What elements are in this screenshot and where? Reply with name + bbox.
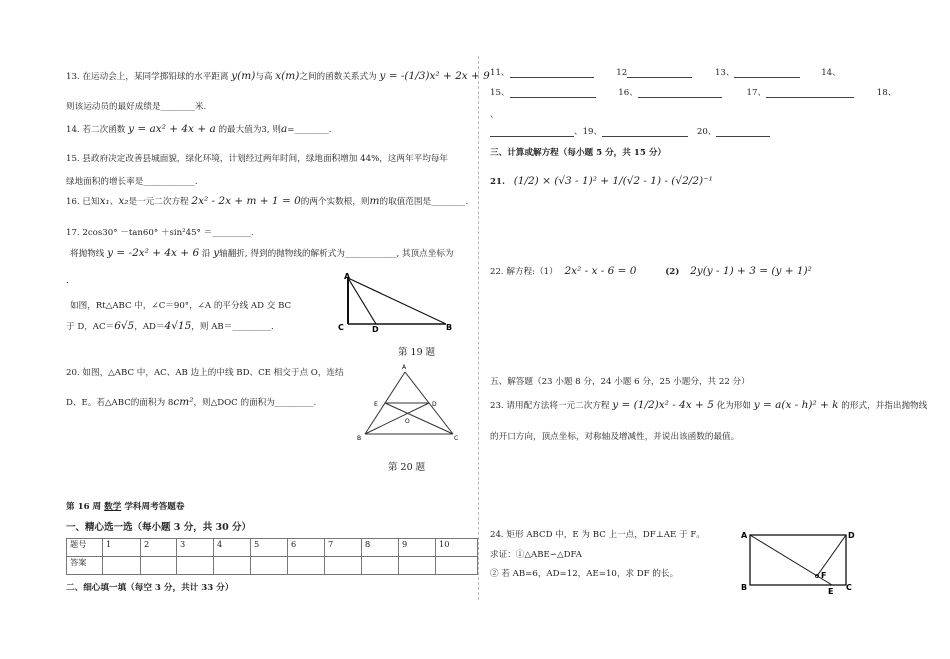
q16-mid: 是一元二次方程 xyxy=(128,197,189,207)
q13-y-var: y(m) xyxy=(231,70,256,82)
q20-line2b: ，则△DOC 的面积为_________. xyxy=(193,398,317,408)
answer-cell[interactable] xyxy=(436,557,478,575)
q16-sep: 、 xyxy=(109,197,119,207)
question-24-line2: 求证：①△ABE∽△DFA xyxy=(490,550,582,560)
answer-sheet-section-2: 二、细心填一填（每空 3 分，共计 33 分） xyxy=(66,583,234,593)
question-21 xyxy=(490,175,713,187)
label-o: O xyxy=(405,418,410,425)
fill-label-16: 16、 xyxy=(618,88,638,98)
q13-mid: 与高 xyxy=(255,72,273,82)
q18-pre: 将抛物线 xyxy=(70,249,105,259)
figure-20 xyxy=(355,362,465,442)
blank-11[interactable] xyxy=(510,68,594,78)
fill-label-11: 11、 xyxy=(490,68,510,78)
label-c: C xyxy=(454,435,459,442)
question-19-line1: 如图，Rt△ABC 中，∠C＝90°，∠A 的平分线 AD 交 BC xyxy=(70,301,292,311)
label-d: D xyxy=(848,531,855,540)
figure-19 xyxy=(336,272,466,332)
number-cell: 6 xyxy=(288,539,325,557)
answer-sheet-title-pre: 第 16 周 xyxy=(66,502,105,512)
label-d: D xyxy=(432,401,437,408)
fill-label-20: 20、 xyxy=(696,127,717,137)
number-cell: 5 xyxy=(251,539,288,557)
q22-pre: 22. 解方程:（1） xyxy=(490,267,558,277)
answer-cell[interactable] xyxy=(325,557,362,575)
q23-formula-2: y = a(x - h)² + k xyxy=(753,399,839,411)
blank-18[interactable] xyxy=(490,127,574,137)
question-20-line1: 20. 如图，△ABC 中，AC、AB 边上的中线 BD、CE 相交于点 O，连结 xyxy=(66,368,344,378)
q19-ad: 4√15 xyxy=(164,320,192,332)
q14-var: a xyxy=(280,123,288,135)
q22-part2: (2) xyxy=(665,267,680,277)
q14-post2: =________. xyxy=(287,125,332,135)
q21-number: 21. xyxy=(490,177,505,187)
fill-label-15: 15、 xyxy=(490,88,510,98)
answer-table-row-answers xyxy=(67,557,478,575)
question-16 xyxy=(66,195,468,207)
q18-mid: 沿 xyxy=(201,249,211,259)
q16-tail: 的取值范围是________. xyxy=(379,197,469,207)
segment-df xyxy=(817,535,846,576)
answer-cell[interactable] xyxy=(103,557,141,575)
question-14 xyxy=(66,123,332,135)
q18-formula: y = -2x² + 4x + 6 xyxy=(107,247,200,259)
fill-label-12: 12 xyxy=(616,68,628,78)
label-f: F xyxy=(821,571,827,580)
fill-row-3-pre: 、 xyxy=(490,110,499,120)
figure-24 xyxy=(740,528,870,598)
blank-12[interactable] xyxy=(627,68,692,78)
q13-formula: y = -(1/3)x² + 2x + 9 xyxy=(379,70,490,82)
label-e: E xyxy=(828,587,834,596)
number-cell: 2 xyxy=(141,539,177,557)
question-22 xyxy=(490,265,812,277)
q16-formula: 2x² - 2x + m + 1 = 0 xyxy=(191,195,301,207)
question-18 xyxy=(70,247,454,259)
q21-formula: (1/2) × (√3 - 1)² + 1/(√2 - 1) - (√2/2)⁻¹ xyxy=(513,175,713,187)
number-cell: 9 xyxy=(399,539,436,557)
q19-ac: 6√5 xyxy=(114,320,135,332)
q22-eq1: 2x² - x - 6 = 0 xyxy=(564,265,637,277)
answer-cell[interactable] xyxy=(141,557,177,575)
blank-20[interactable] xyxy=(716,127,770,137)
q19-line2b: ，AD＝ xyxy=(134,322,165,332)
question-18-line2: . xyxy=(66,276,69,286)
label-c: C xyxy=(846,583,852,592)
label-b: B xyxy=(446,323,453,332)
question-15-line1: 15. 县政府决定改善县城面貌，绿化环境，计划经过两年时间，绿地面积增加 44%，这两年平均每年 xyxy=(66,154,448,164)
label-a: A xyxy=(344,272,351,281)
q16-x2: x₂ xyxy=(118,195,129,207)
q16-pre: 16. 已知 xyxy=(66,197,100,207)
answer-sheet-section-1: 一、精心选一选（每小题 3 分，共 30 分） xyxy=(66,522,252,533)
fill-label-13: 13、 xyxy=(714,68,735,78)
question-13-line2: 则该运动员的最好成绩是________米. xyxy=(66,102,207,112)
q13-x-var: x(m) xyxy=(275,70,300,82)
q20-unit: cm² xyxy=(173,396,194,408)
answer-sheet-title-post: 学科周考答题卷 xyxy=(121,502,185,512)
row-header-number: 题号 xyxy=(67,539,103,557)
section-5-heading: 五、解答题（23 小题 8 分，24 小题 6 分，25 小题分，共 22 分） xyxy=(490,377,750,387)
blank-19[interactable] xyxy=(602,127,688,137)
number-cell: 1 xyxy=(103,539,141,557)
q16-x1: x₁ xyxy=(99,195,110,207)
q18-var: y xyxy=(213,247,220,259)
q23-formula-1: y = (1/2)x² - 4x + 5 xyxy=(612,399,714,411)
q23-pre: 23. 请用配方法将一元二次方程 xyxy=(490,401,610,411)
blank-17[interactable] xyxy=(766,88,854,98)
answer-cell[interactable] xyxy=(214,557,251,575)
rectangle-abcd xyxy=(750,535,846,585)
question-19-line2 xyxy=(66,320,274,332)
column-divider xyxy=(478,56,479,600)
question-23 xyxy=(490,399,927,411)
q23-mid: 化为形如 xyxy=(716,401,751,411)
answer-cell[interactable] xyxy=(251,557,288,575)
segment-ae xyxy=(750,535,832,585)
fill-row-2 xyxy=(490,86,896,98)
q14-pre: 14. 若二次函数 xyxy=(66,125,126,135)
question-24-line1: 24. 矩形 ABCD 中，E 为 BC 上一点，DF⊥AE 于 F。 xyxy=(490,530,705,540)
fill-label-18: 18、 xyxy=(876,88,897,98)
label-b: B xyxy=(741,583,748,592)
number-cell: 10 xyxy=(436,539,478,557)
label-e: E xyxy=(374,401,378,408)
q16-var: m xyxy=(369,195,380,207)
fill-label-17: 17、 xyxy=(746,88,767,98)
label-a: A xyxy=(741,531,748,540)
q19-line2c: ，则 AB＝_________. xyxy=(191,322,274,332)
answer-cell[interactable] xyxy=(177,557,214,575)
question-20-line2 xyxy=(66,396,316,408)
answer-table xyxy=(66,538,478,575)
fill-row-1 xyxy=(490,66,841,78)
label-c: C xyxy=(338,323,344,332)
number-cell: 7 xyxy=(325,539,362,557)
label-a: A xyxy=(402,364,407,371)
q13-tail: 之间的函数关系式为 xyxy=(299,72,377,82)
blank-16[interactable] xyxy=(638,88,722,98)
answer-table-row-numbers xyxy=(67,539,478,557)
question-15-line2: 绿地面积的增长率是____________. xyxy=(66,177,198,187)
answer-cell[interactable] xyxy=(399,557,436,575)
q16-post: 的两个实数根，则 xyxy=(300,197,370,207)
q20-line2a: D、E。若△ABC的面积为 8 xyxy=(66,398,174,408)
label-b: B xyxy=(357,435,362,442)
fill-label-19: 、19、 xyxy=(574,127,603,137)
figure-20-caption: 第 20 题 xyxy=(388,462,426,473)
q13-text: 13. 在运动会上，某同学掷铅球的水平距离 xyxy=(66,72,229,82)
answer-cell[interactable] xyxy=(362,557,399,575)
q18-post: 轴翻折, 得到的抛物线的解析式为____________, 其顶点坐标为 xyxy=(219,249,454,259)
number-cell: 4 xyxy=(214,539,251,557)
question-17: 17. 2cos30° －tan60° ＋sin²45° ＝_________. xyxy=(66,228,254,238)
question-13 xyxy=(66,70,490,82)
q19-line2a: 于 D，AC＝ xyxy=(66,322,115,332)
number-cell: 3 xyxy=(177,539,214,557)
answer-sheet-subject: 数学 xyxy=(104,502,122,512)
blank-13[interactable] xyxy=(734,68,800,78)
q14-formula: y = ax² + 4x + a xyxy=(128,123,216,135)
q23-post: 的形式，并指出抛物线 xyxy=(841,401,928,411)
fill-label-14: 14、 xyxy=(821,68,841,78)
fill-row-3 xyxy=(490,125,770,137)
question-24-line3: ② 若 AB=6，AD=12，AE=10，求 DF 的长。 xyxy=(490,569,679,579)
section-3-heading: 三、计算或解方程（每小题 5 分，共 15 分） xyxy=(490,148,667,158)
row-header-answer: 答案 xyxy=(67,557,103,575)
answer-cell[interactable] xyxy=(288,557,325,575)
question-23-line2: 的开口方向，顶点坐标，对称轴及增减性，并说出该函数的最值。 xyxy=(490,432,740,442)
q22-eq2: 2y(y - 1) + 3 = (y + 1)² xyxy=(690,265,812,277)
answer-sheet-title xyxy=(66,500,184,512)
label-d: D xyxy=(372,325,379,334)
figure-19-caption: 第 19 题 xyxy=(398,347,436,358)
blank-15[interactable] xyxy=(510,88,596,98)
number-cell: 8 xyxy=(362,539,399,557)
q14-post: 的最大值为3, 则 xyxy=(218,125,281,135)
